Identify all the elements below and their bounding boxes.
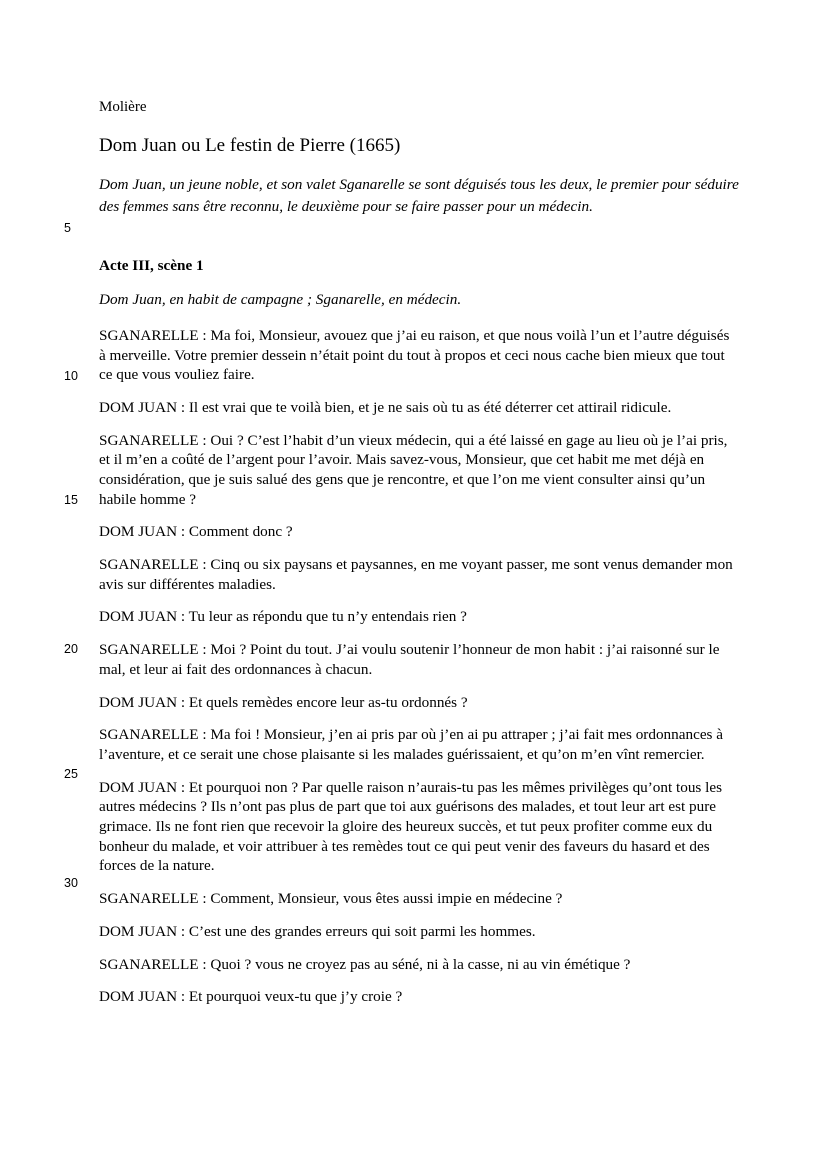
dialogue-line: DOM JUAN : Et quels remèdes encore leur as-tu ordonnés ?	[99, 693, 468, 711]
dialogue-line: DOM JUAN : Et pourquoi veux-tu que j’y croie ?	[99, 988, 403, 1006]
stage-direction: Dom Juan, en habit de campagne ; Sganarelle, en médecin.	[99, 291, 462, 308]
dialogue-line: SGANARELLE : Cinq ou six paysans et paysannes, en me voyant passer, me sont venus demander mon avis sur différentes maladies.	[99, 556, 733, 593]
line-number: 10	[64, 369, 78, 383]
dialogue-line: SGANARELLE : Oui ? C’est l’habit d’un vieux médecin, qui a été laissé en gage au lieu où je l’ai pris, et il m’en a coûté de l’argent pour l’avoir. Mais savez-vous, Monsieur, que cet habit me met déjà en considération, que je suis salué des gens que je rencontre, et que l’on me vient consulter ainsi qu’un habile homme ?	[99, 431, 728, 508]
line-number: 30	[64, 876, 78, 890]
dialogue-block	[99, 326, 739, 1020]
dialogue-line: SGANARELLE : Quoi ? vous ne croyez pas au séné, ni à la casse, ni au vin émétique ?	[99, 955, 631, 973]
intro-paragraph: Dom Juan, un jeune noble, et son valet Sganarelle se sont déguisés tous les deux, le premier pour séduire des femmes sans être reconnu, le deuxième pour se faire passer pour un médecin.	[99, 176, 739, 215]
line-number: 20	[64, 642, 78, 656]
dialogue-line: SGANARELLE : Comment, Monsieur, vous êtes aussi impie en médecine ?	[99, 889, 563, 907]
dialogue-line: SGANARELLE : Ma foi ! Monsieur, j’en ai pris par où j’en ai pu attraper ; j’ai fait mes ordonnances à l’aventure, et ce serait une chose plaisante si les malades guérissaient, et qu’on m’en vînt remercier.	[99, 726, 724, 763]
line-number: 25	[64, 767, 78, 781]
author-name: Molière	[99, 99, 147, 115]
line-number: 5	[64, 221, 71, 235]
dialogue-line: DOM JUAN : C’est une des grandes erreurs qui soit parmi les hommes.	[99, 922, 536, 940]
dialogue-line: DOM JUAN : Tu leur as répondu que tu n’y entendais rien ?	[99, 608, 467, 626]
dialogue-line: SGANARELLE : Moi ? Point du tout. J’ai voulu soutenir l’honneur de mon habit : j’ai raisonné sur le mal, et leur ai fait des ordonnances à chacun.	[99, 641, 720, 678]
act-heading: Acte III, scène 1	[99, 257, 204, 274]
dialogue-line: DOM JUAN : Il est vrai que te voilà bien, et je ne sais où tu as été déterrer cet attirail ridicule.	[99, 398, 672, 416]
play-title: Dom Juan ou Le festin de Pierre (1665)	[99, 135, 401, 156]
dialogue-line: DOM JUAN : Et pourquoi non ? Par quelle raison n’aurais-tu pas les mêmes privilèges qu’ont tous les autres médecins ? Ils n’ont pas plus de part que toi aux guérisons des malades, et tout leur art est pure grimace. Ils ne font rien que recevoir la gloire des heureux succès, et tut peux profiter comme eux du bonheur du malade, et voir attribuer à tes remèdes tout ce qui peut venir des faveurs du hasard et des forces de la nature.	[99, 778, 722, 875]
line-number: 15	[64, 493, 78, 507]
dialogue-line: SGANARELLE : Ma foi, Monsieur, avouez que j’ai eu raison, et que nous voilà l’un et l’autre déguisés à merveille. Votre premier dessein n’était point du tout à propos et ceci nous cache bien mieux que tout ce que vous vouliez faire.	[99, 327, 730, 384]
dialogue-line: DOM JUAN : Comment donc ?	[99, 523, 293, 541]
